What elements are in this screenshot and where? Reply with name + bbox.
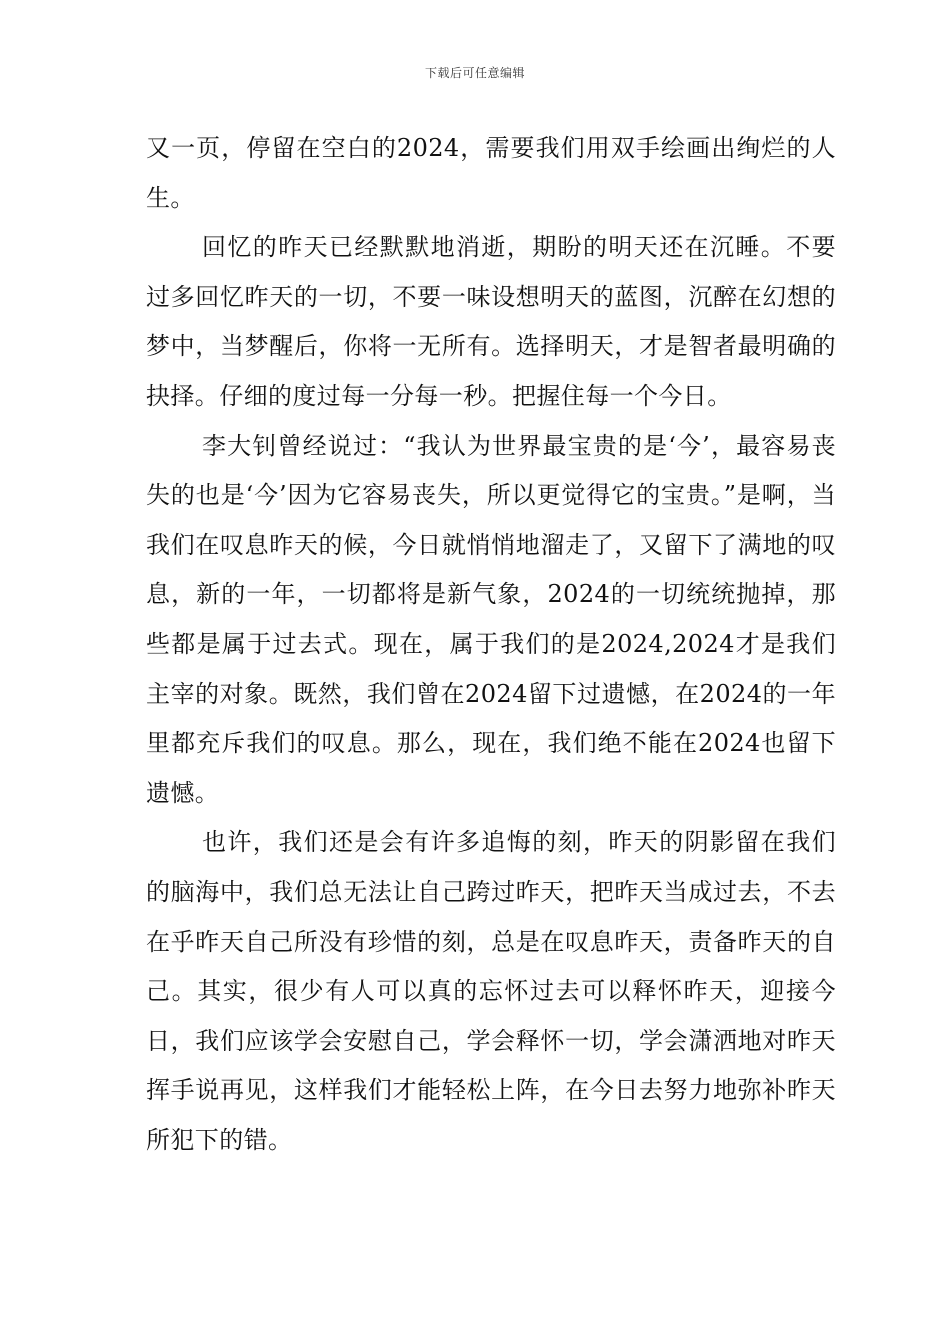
page-header: 下载后可任意编辑 xyxy=(424,66,525,80)
document-body xyxy=(146,124,836,1165)
paragraph-continuation: 又一页，停留在空白的2024，需要我们用双手绘画出绚烂的人生。 xyxy=(146,134,836,212)
paragraph-memory: 回忆的昨天已经默默地消逝，期盼的明天还在沉睡。不要过多回忆昨天的一切，不要一味设想明天的蓝图，沉醉在幻想的梦中，当梦醒后，你将一无所有。选择明天，才是智者最明确的抉择。仔细的度过每一分每一秒。把握住每一个今日。 xyxy=(146,233,836,410)
paragraph-regret: 也许，我们还是会有许多追悔的刻，昨天的阴影留在我们的脑海中，我们总无法让自己跨过昨天，把昨天当成过去，不去在乎昨天自己所没有珍惜的刻，总是在叹息昨天，责备昨天的自己。其实，很少有人可以真的忘怀过去可以释怀昨天，迎接今日，我们应该学会安慰自己，学会释怀一切，学会潇洒地对昨天挥手说再见，这样我们才能轻松上阵，在今日去努力地弥补昨天所犯下的错。 xyxy=(146,828,836,1154)
paragraph-quote: 李大钊曾经说过：“我认为世界最宝贵的是‘今’，最容易丧失的也是‘今’因为它容易丧失，所以更觉得它的宝贵。”是啊，当我们在叹息昨天的候，今日就悄悄地溜走了，又留下了满地的叹息，新的一年，一切都将是新气象，2024的一切统统抛掉，那些都是属于过去式。现在，属于我们的是2024,2024才是我们主宰的对象。既然，我们曾在2024留下过遗憾，在2024的一年里都充斥我们的叹息。那么，现在，我们绝不能在2024也留下遗憾。 xyxy=(146,431,836,807)
